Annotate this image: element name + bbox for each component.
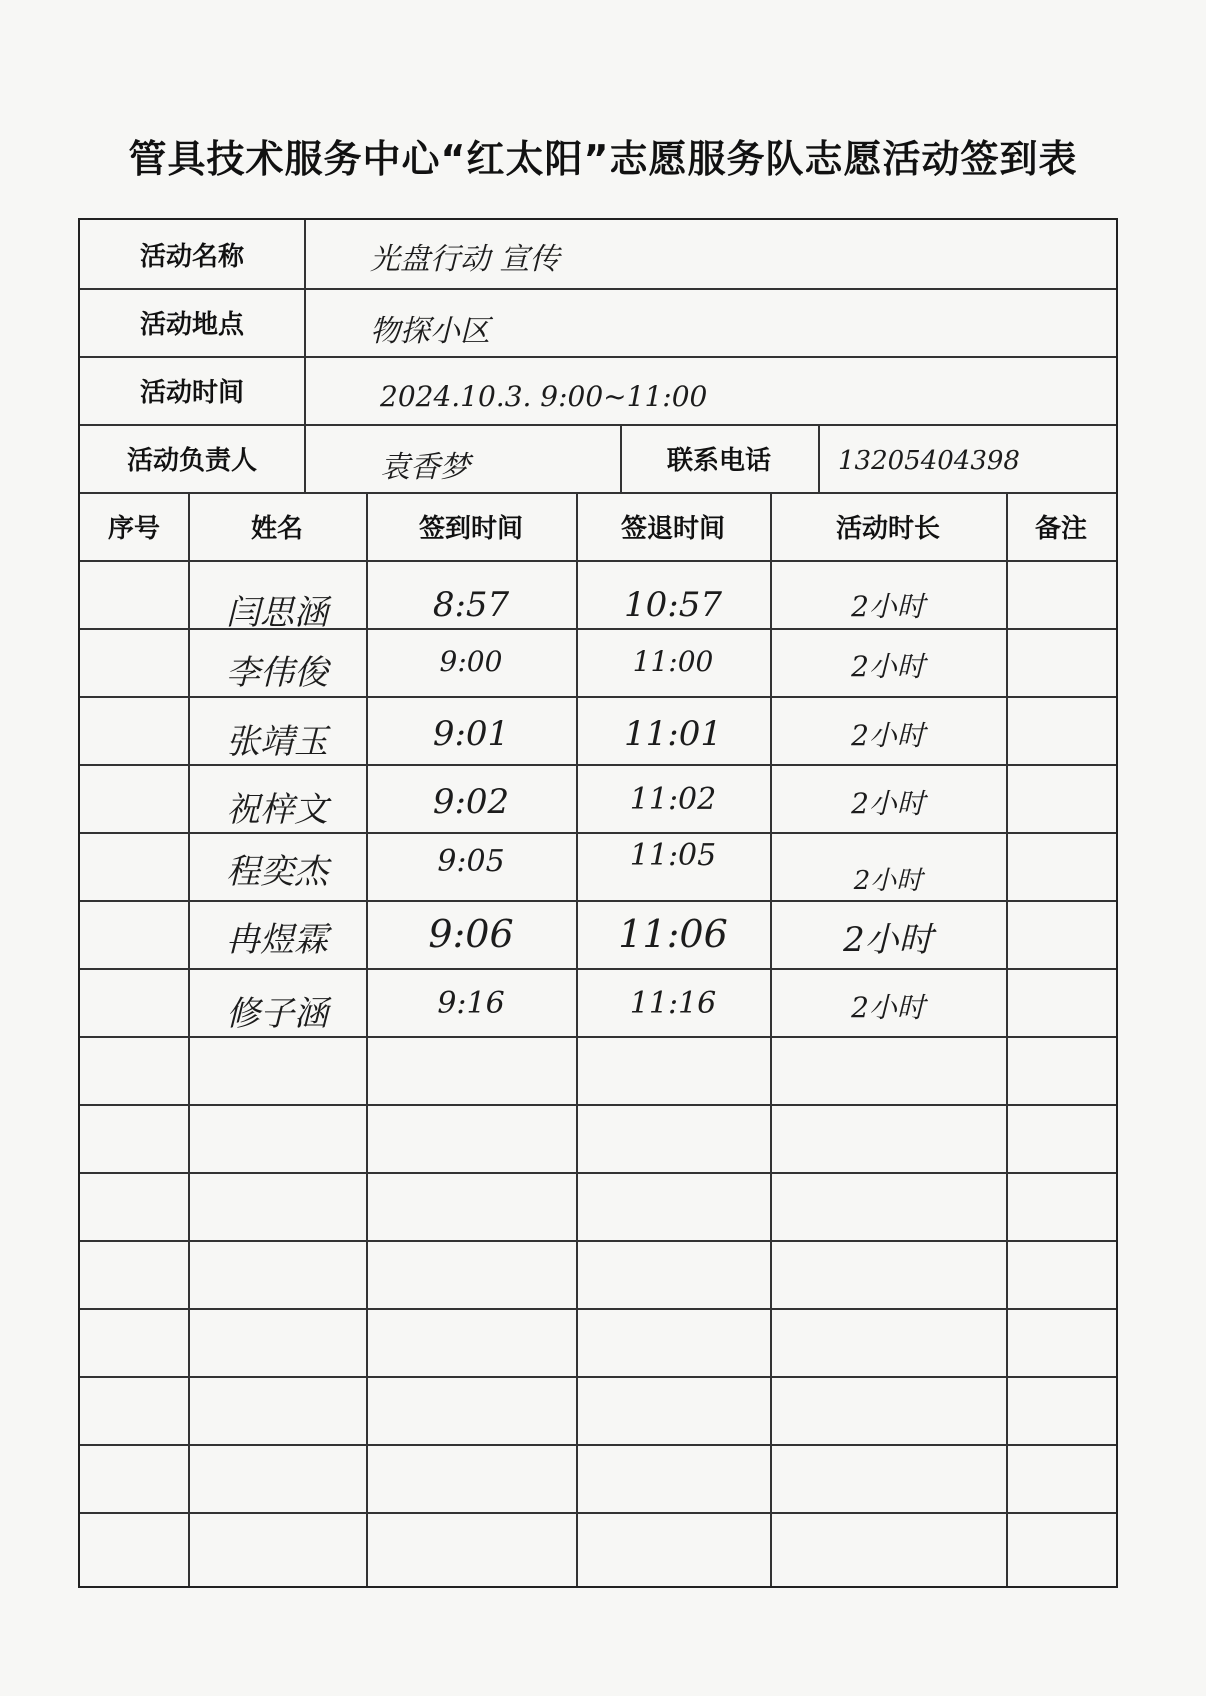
row-4-name: 祝梓文 <box>226 790 328 830</box>
divider <box>80 1376 1116 1378</box>
row-4-sign-out: 11:02 <box>629 782 717 817</box>
divider <box>1006 492 1008 1586</box>
header-seq: 序号 <box>107 514 160 544</box>
row-6-duration: 2小时 <box>843 920 933 960</box>
time-label: 活动时间 <box>139 378 244 408</box>
divider <box>818 424 820 492</box>
header-remark: 备注 <box>1034 514 1087 544</box>
divider <box>80 492 1116 494</box>
row-5-duration: 2小时 <box>853 866 923 896</box>
row-4-duration: 2小时 <box>851 787 925 820</box>
row-7-name: 修子涵 <box>226 994 328 1034</box>
divider <box>80 1308 1116 1310</box>
header-duration: 活动时长 <box>835 514 940 544</box>
divider <box>80 832 1116 834</box>
divider <box>80 900 1116 902</box>
page-title: 管具技术服务中心“红太阳”志愿服务队志愿活动签到表 <box>128 137 1078 181</box>
divider <box>80 1036 1116 1038</box>
row-1-duration: 2小时 <box>851 590 925 623</box>
row-1-sign-in: 8:57 <box>432 585 510 625</box>
row-3-name: 张靖玉 <box>226 722 328 762</box>
phone-value: 13205404398 <box>838 446 1020 476</box>
row-2-name: 李伟俊 <box>226 653 328 693</box>
divider <box>80 968 1116 970</box>
divider <box>80 424 1116 426</box>
divider <box>80 356 1116 358</box>
row-6-sign-out: 11:06 <box>618 912 728 956</box>
row-6-name: 冉煜霖 <box>226 920 328 960</box>
row-3-sign-out: 11:01 <box>624 714 722 754</box>
row-6-sign-in: 9:06 <box>428 912 514 956</box>
divider <box>80 1172 1116 1174</box>
header-sign-out: 签退时间 <box>620 514 725 544</box>
activity-name-label: 活动名称 <box>139 242 244 272</box>
header-name: 姓名 <box>250 514 303 544</box>
row-5-sign-out: 11:05 <box>629 838 717 873</box>
divider <box>80 764 1116 766</box>
leader-label: 活动负责人 <box>126 446 257 476</box>
sign-in-sheet <box>78 218 1118 1588</box>
phone-label: 联系电话 <box>666 446 771 476</box>
row-2-sign-out: 11:00 <box>632 645 714 678</box>
row-2-sign-in: 9:00 <box>439 645 503 678</box>
row-5-sign-in: 9:05 <box>437 844 505 879</box>
divider <box>80 560 1116 562</box>
row-7-sign-out: 11:16 <box>629 986 717 1021</box>
divider <box>80 1444 1116 1446</box>
row-5-name: 程奕杰 <box>226 852 328 892</box>
row-4-sign-in: 9:02 <box>432 782 510 822</box>
row-2-duration: 2小时 <box>851 650 925 683</box>
divider <box>80 1104 1116 1106</box>
header-sign-in: 签到时间 <box>418 514 523 544</box>
divider <box>80 1240 1116 1242</box>
divider <box>80 1512 1116 1514</box>
divider <box>80 288 1116 290</box>
time-value: 2024.10.3. 9:00~11:00 <box>380 380 708 413</box>
activity-name-value: 光盘行动 宣传 <box>370 242 560 277</box>
leader-value: 袁香梦 <box>380 450 470 485</box>
divider <box>304 220 306 492</box>
row-7-sign-in: 9:16 <box>437 986 505 1021</box>
row-1-name: 闫思涵 <box>226 593 328 633</box>
location-value: 物探小区 <box>370 314 490 349</box>
row-7-duration: 2小时 <box>851 991 925 1024</box>
row-1-sign-out: 10:57 <box>624 585 722 625</box>
divider <box>80 696 1116 698</box>
location-label: 活动地点 <box>139 310 244 340</box>
row-3-sign-in: 9:01 <box>432 714 510 754</box>
row-3-duration: 2小时 <box>851 719 925 752</box>
